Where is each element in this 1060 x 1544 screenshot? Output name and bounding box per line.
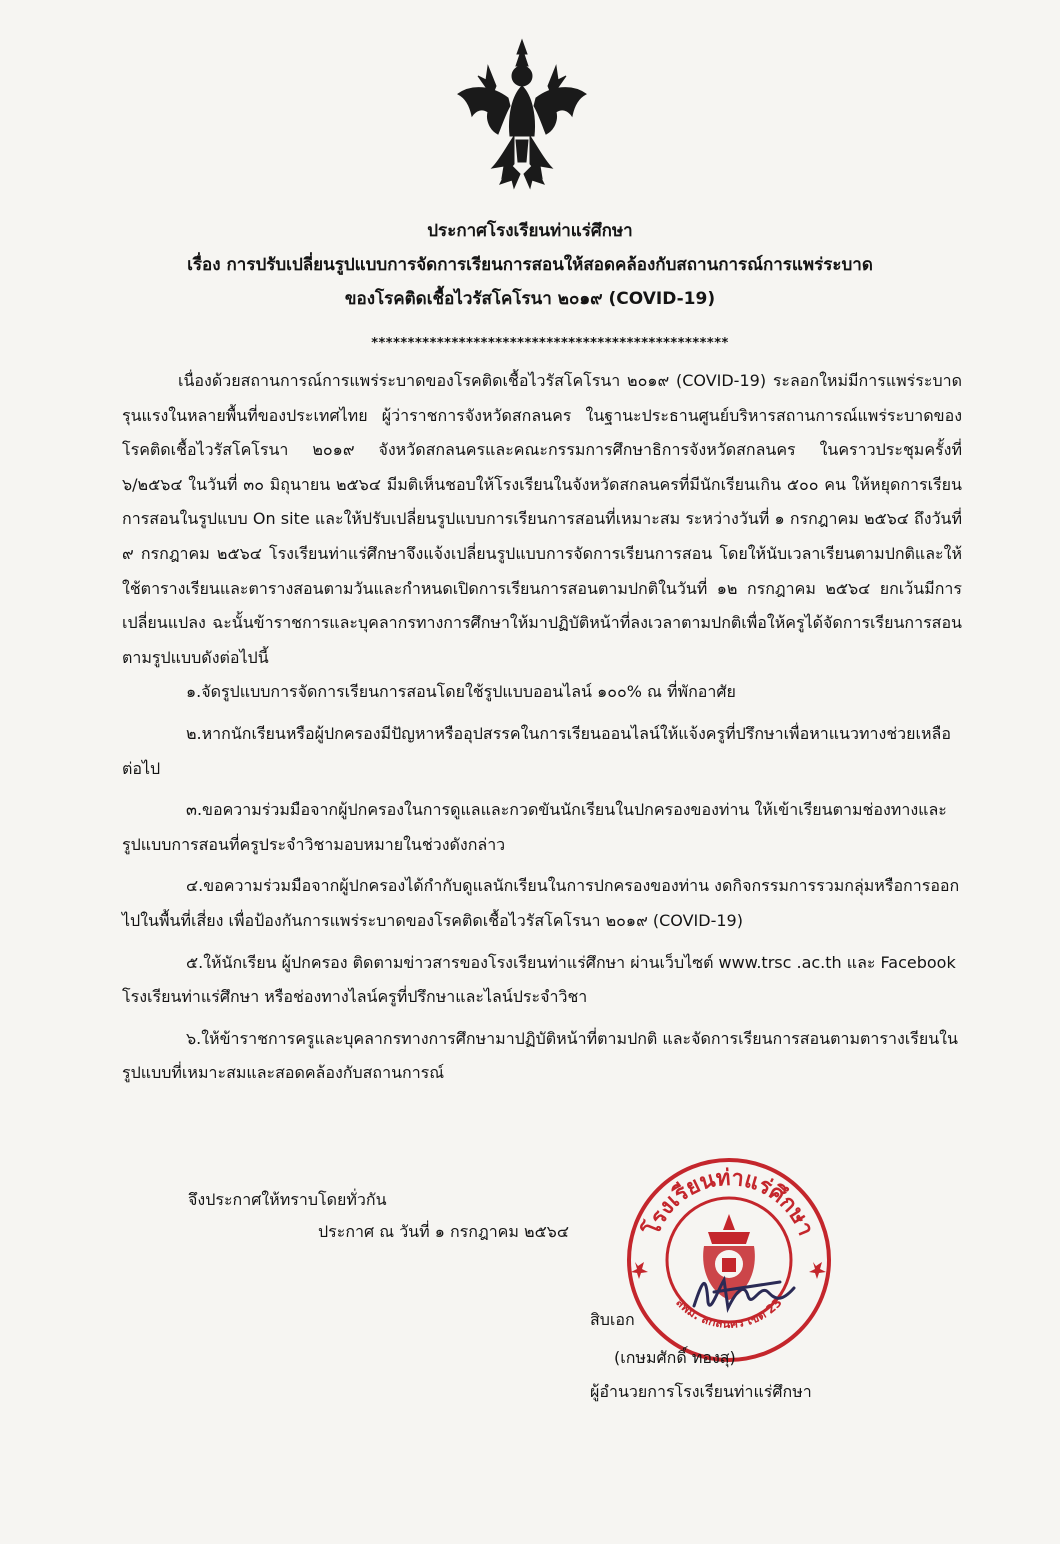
separator: *************************************************: [371, 336, 729, 351]
garuda-emblem-icon: [452, 36, 592, 196]
signer-rank: สิบเอก: [590, 1310, 635, 1329]
list-item: ๑.จัดรูปแบบการจัดการเรียนการสอนโดยใช้รูปแบบออนไลน์ ๑๐๐% ณ ที่พักอาศัย: [186, 682, 736, 702]
school-seal-icon: [622, 1148, 836, 1368]
signer-name: (เกษมศักดิ์ ทองสุ): [614, 1348, 736, 1367]
signature-icon: [684, 1262, 808, 1326]
list-item: ๒.หากนักเรียนหรือผู้ปกครองมีปัญหาหรืออุปสรรคในการเรียนออนไลน์ให้แจ้งครูที่ปรึกษาเพื่อหาแนวทางช่วยเหลือต่อไป: [122, 723, 951, 778]
subject-line-2: ของโรคติดเชื้อไวรัสโคโรนา ๒๐๑๙ (COVID-19): [344, 289, 716, 309]
seal-ring-text: โรงเรียนท่าแร่ศึกษา: [639, 1165, 819, 1240]
intro-paragraph: เนื่องด้วยสถานการณ์การแพร่ระบาดของโรคติดเชื้อไวรัสโคโรนา ๒๐๑๙ (COVID-19) ระลอกใหม่มีการแพร่ระบาดรุนแรงในหลายพื้นที่ของประเทศไทย ผู้ว่าราชการจังหวัดสกลนคร ในฐานะประธานศูนย์บริหารสถานการณ์แพร่ระบาดของโรคติดเชื้อไวรัสโคโรนา ๒๐๑๙ จังหวัดสกลนครและคณะกรรมการศึกษาธิการจังหวัดสกลนคร ในคราวประชุมครั้งที่ ๖/๒๕๖๔ ในวันที่ ๓๐ มิถุนายน ๒๕๖๔ มีมติเห็นชอบให้โรงเรียนในจังหวัดสกลนครที่มีนักเรียนเกิน ๕๐๐ คน ให้หยุดการเรียนการสอนในรูปแบบ On site และให้ปรับเปลี่ยนรูปแบบการเรียนการสอนที่เหมาะสม ระหว่างวันที่ ๑ กรกฎาคม ๒๕๖๔ ถึงวันที่ ๙ กรกฎาคม ๒๕๖๔ โรงเรียนท่าแร่ศึกษาจึงแจ้งเปลี่ยนรูปแบบการจัดการเรียนการสอน โดยให้นับเวลาเรียนตามปกติและให้ใช้ตารางเรียนและตารางสอนตามวันและกำหนดเปิดการเรียนการสอนตามปกติในวันที่ ๑๒ กรกฎาคม ๒๕๖๔ ยกเว้นมีการเปลี่ยนแปลง ฉะนั้นข้าราชการและบุคลากรทางการศึกษาให้มาปฏิบัติหน้าที่ลงเวลาตามปกติเพื่อให้ครูได้จัดการเรียนการสอน ตามรูปแบบดังต่อไปนี้: [122, 371, 962, 667]
signer-position: ผู้อำนวยการโรงเรียนท่าแร่ศึกษา: [590, 1382, 812, 1401]
list-item: ๓.ขอความร่วมมือจากผู้ปกครองในการดูแลและกวดขันนักเรียนในปกครองของท่าน ให้เข้าเรียนตามช่องทางและรูปแบบการสอนที่ครูประจำวิชามอบหมายในช่วงดังกล่าว: [122, 800, 947, 854]
announcement-title: ประกาศโรงเรียนท่าแร่ศึกษา: [427, 221, 633, 241]
document-heading: [120, 214, 940, 316]
list-item: ๖.ให้ข้าราชการครูและบุคลากรทางการศึกษามาปฏิบัติหน้าที่ตามปกติ และจัดการเรียนการสอนตามตารางเรียนในรูปแบบที่เหมาะสมและสอดคล้องกับสถานการณ์: [122, 1028, 958, 1083]
list-item: ๕.ให้นักเรียน ผู้ปกครอง ติดตามข่าวสารของโรงเรียนท่าแร่ศึกษา ผ่านเว็บไซต์ www.trsc .ac.th และ Facebook โรงเรียนท่าแร่ศึกษา หรือช่องทางไลน์ครูที่ปรึกษาและไลน์ประจำวิชา: [122, 952, 956, 1007]
announcement-date: ประกาศ ณ วันที่ ๑ กรกฎาคม ๒๕๖๔: [318, 1222, 569, 1241]
seal-lower-text: สพม. สกลนคร เขต 23: [673, 1295, 785, 1331]
subject-line-1: เรื่อง การปรับเปลี่ยนรูปแบบการจัดการเรียนการสอนให้สอดคล้องกับสถานการณ์การแพร่ระบาด: [187, 255, 873, 275]
announcement-body: [122, 364, 962, 1091]
list-item: ๔.ขอความร่วมมือจากผู้ปกครองได้กำกับดูแลนักเรียนในการปกครองของท่าน งดกิจกรรมการรวมกลุ่มหรือการออกไปในพื้นที่เสี่ยง เพื่อป้องกันการแพร่ระบาดของโรคติดเชื้อไวรัสโคโรนา ๒๐๑๙ (COVID-19): [122, 876, 960, 930]
closing-statement: จึงประกาศให้ทราบโดยทั่วกัน: [188, 1190, 387, 1209]
